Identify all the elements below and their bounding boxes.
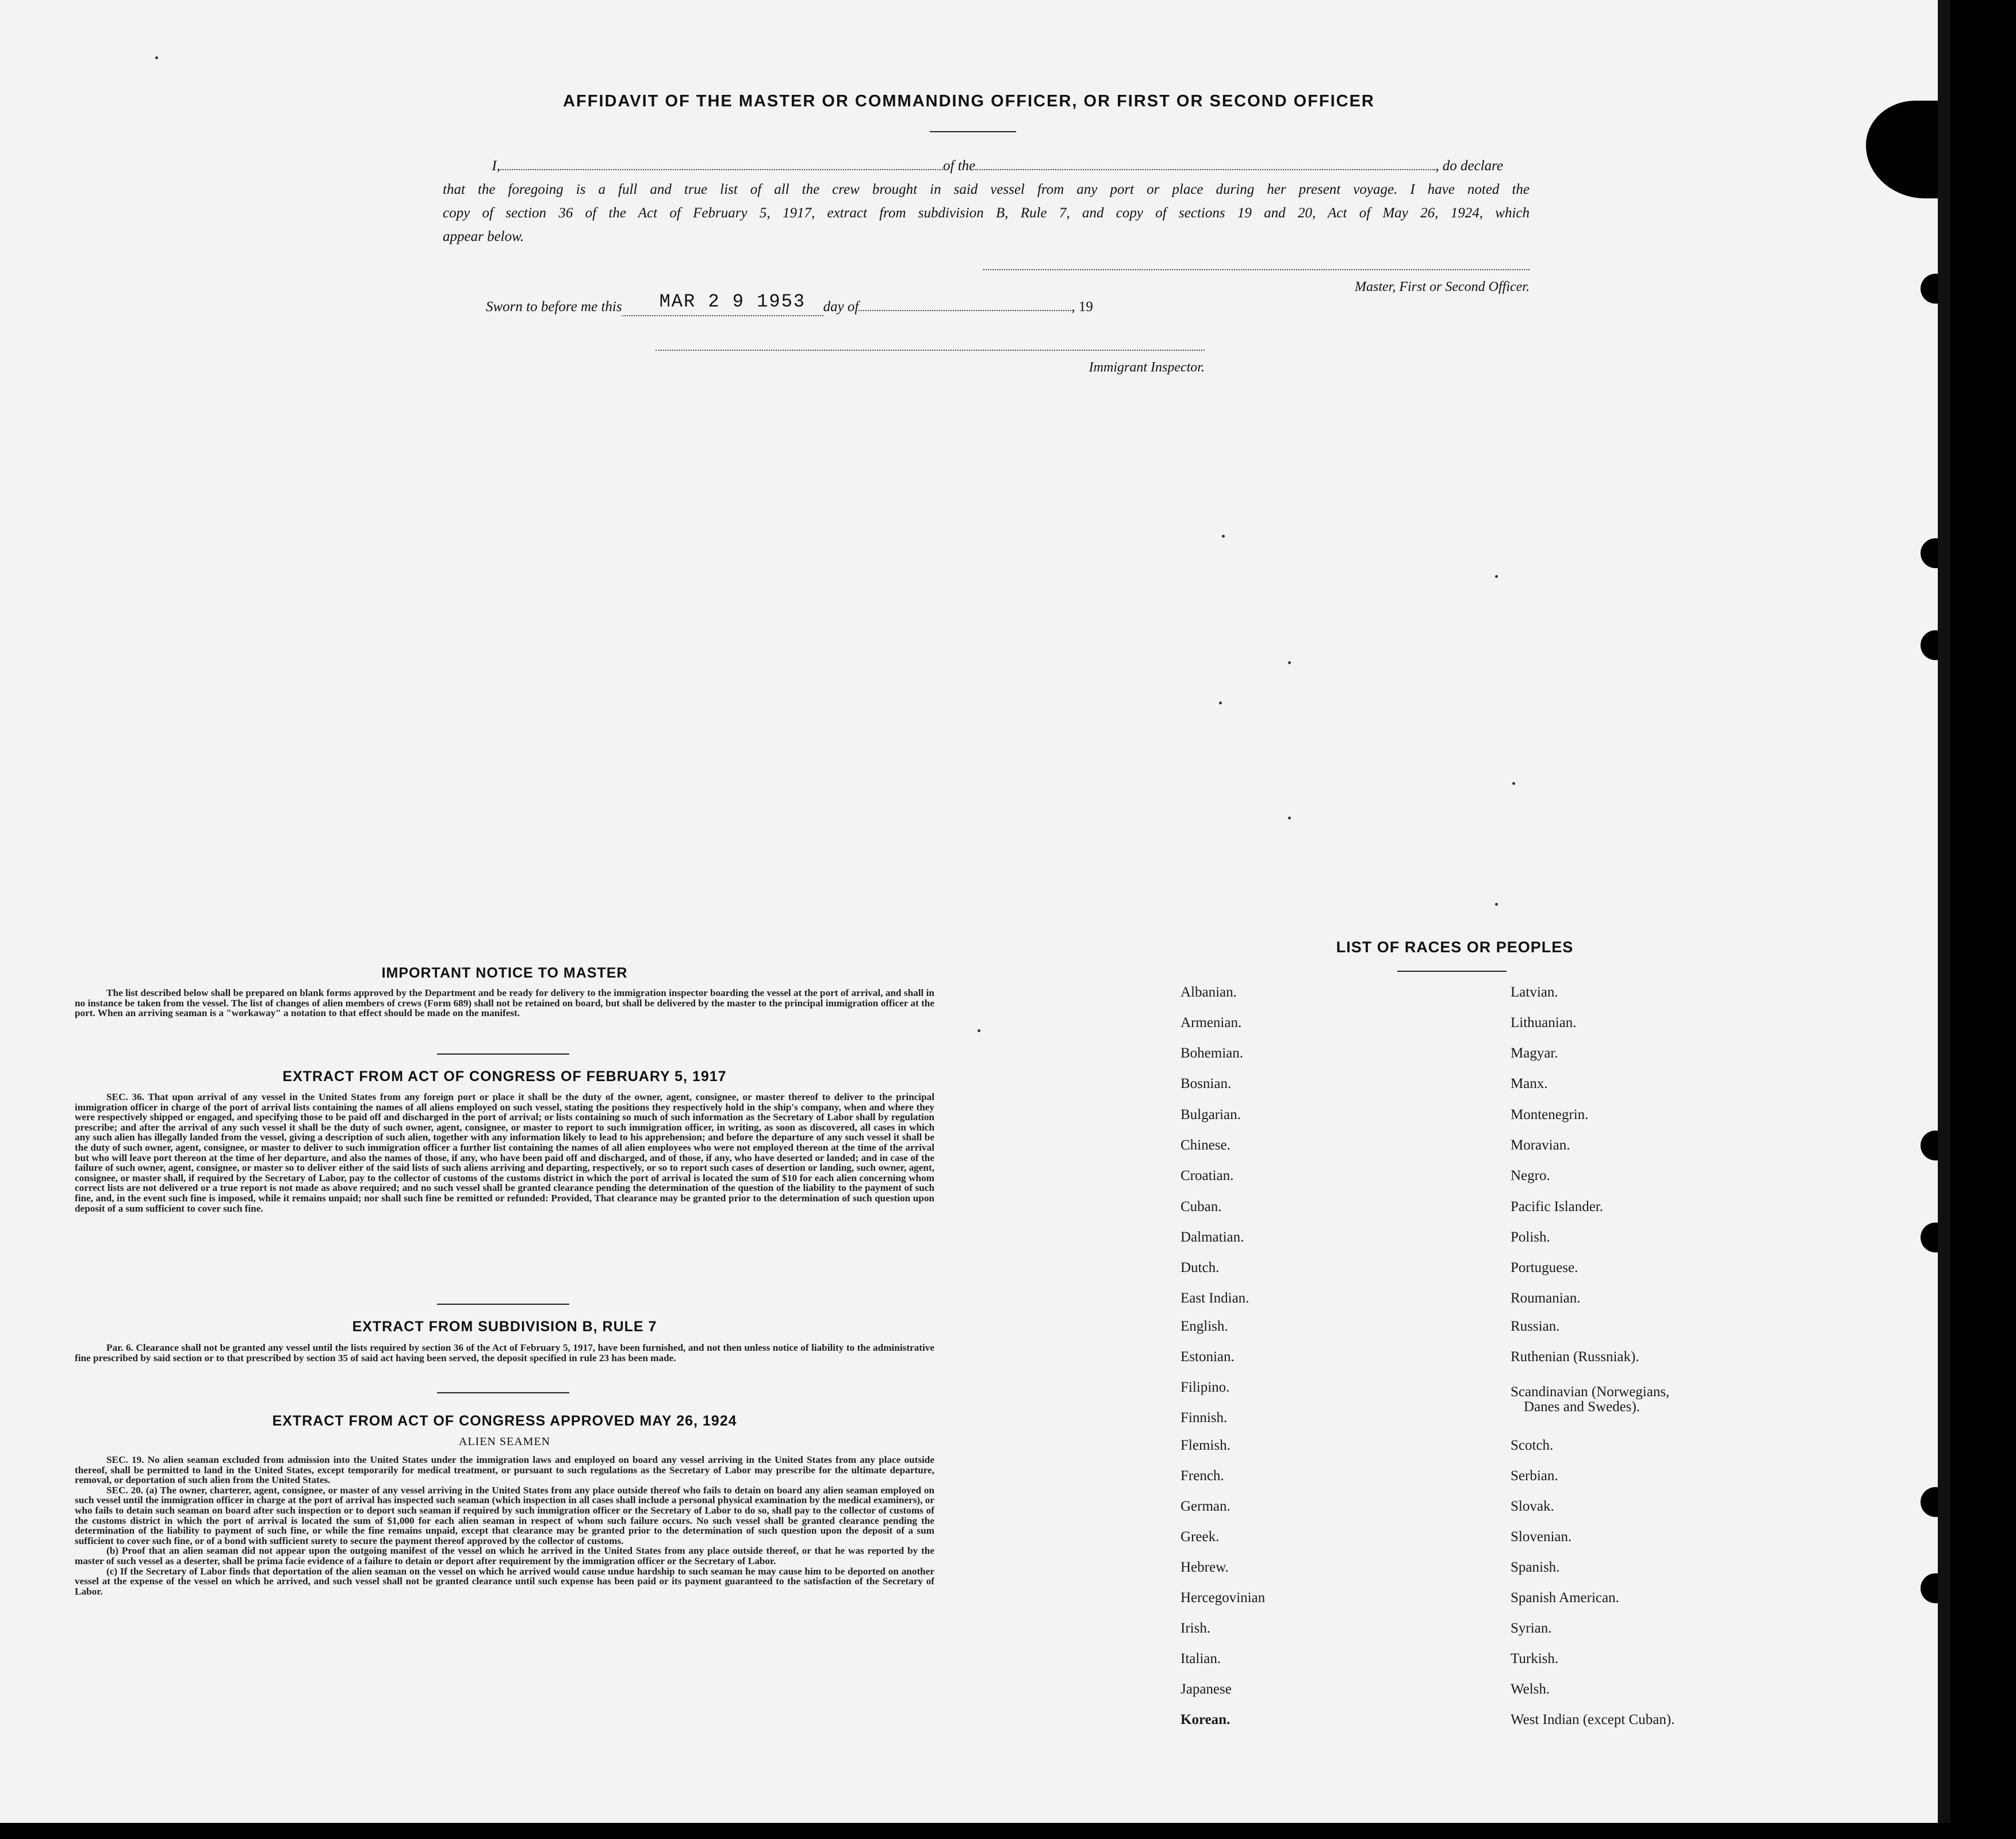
speck <box>978 1029 980 1032</box>
affidavit-line-1: that the foregoing is a full and true list of all the crew brought in said vessel from any port or place during her present voyage. I have noted the <box>443 182 1530 197</box>
race-item: Albanian. <box>1181 984 1237 1000</box>
date-blank[interactable] <box>622 291 823 316</box>
race-item: Serbian. <box>1511 1468 1558 1484</box>
punch-hole <box>1921 274 1950 304</box>
rule7-title: EXTRACT FROM SUBDIVISION B, RULE 7 <box>352 1319 657 1335</box>
race-item: East Indian. <box>1181 1290 1250 1306</box>
alien-seamen-subtitle: ALIEN SEAMEN <box>458 1435 551 1448</box>
race-item: Finnish. <box>1181 1410 1228 1426</box>
master-signature-label: Master, First or Second Officer. <box>1355 279 1530 294</box>
race-item: Irish. <box>1181 1620 1211 1636</box>
race-item: Moravian. <box>1511 1137 1570 1153</box>
race-item: Portuguese. <box>1511 1260 1578 1275</box>
race-item: Montenegrin. <box>1511 1107 1589 1122</box>
punch-hole <box>1921 1487 1950 1517</box>
divider <box>437 1053 569 1055</box>
vessel-blank[interactable] <box>975 169 1435 170</box>
race-item: Danes and Swedes). <box>1524 1399 1641 1415</box>
punch-hole <box>1921 1573 1950 1603</box>
race-item: Estonian. <box>1181 1349 1235 1365</box>
race-item: English. <box>1181 1319 1228 1334</box>
race-item: Polish. <box>1511 1229 1550 1245</box>
speck <box>1495 903 1498 906</box>
speck <box>1495 575 1498 578</box>
race-item: Spanish. <box>1511 1560 1560 1575</box>
race-item: Latvian. <box>1511 984 1558 1000</box>
race-item: Croatian. <box>1181 1168 1234 1183</box>
race-item: Greek. <box>1181 1529 1220 1545</box>
speck <box>1288 661 1291 664</box>
race-item: Pacific Islander. <box>1511 1199 1604 1214</box>
race-item: Scandinavian (Norwegians, <box>1511 1384 1670 1400</box>
divider <box>1397 971 1507 972</box>
speck <box>1512 782 1515 785</box>
affidavit-do-declare: , do declare <box>1435 158 1504 174</box>
day-of: day of <box>823 299 859 315</box>
race-item: Roumanian. <box>1511 1290 1581 1306</box>
name-blank[interactable] <box>500 169 943 170</box>
affidavit-of-the: of the <box>943 158 976 174</box>
punch-hole <box>1921 538 1950 568</box>
race-item: Bosnian. <box>1181 1076 1232 1091</box>
race-item: Hercegovinian <box>1181 1590 1266 1606</box>
race-item: Filipino. <box>1181 1380 1230 1395</box>
race-item: Japanese <box>1181 1681 1232 1697</box>
race-item: Armenian. <box>1181 1015 1242 1030</box>
race-item: French. <box>1181 1468 1224 1484</box>
affidavit-line-3: appear below. <box>443 229 524 244</box>
race-item: Flemish. <box>1181 1438 1231 1453</box>
race-item: Chinese. <box>1181 1137 1231 1153</box>
torn-corner <box>1866 101 1950 198</box>
race-item: Ruthenian (Russniak). <box>1511 1349 1639 1365</box>
affidavit-title: AFFIDAVIT OF THE MASTER OR COMMANDING OFFICER, OR FIRST OR SECOND OFFICER <box>563 92 1375 110</box>
races-title: LIST OF RACES OR PEOPLES <box>1336 938 1574 956</box>
race-item: Welsh. <box>1511 1681 1550 1697</box>
race-item: Slovak. <box>1511 1499 1554 1514</box>
month-blank[interactable] <box>858 310 1071 311</box>
speck <box>1222 535 1225 538</box>
race-item: Manx. <box>1511 1076 1548 1091</box>
inspector-signature-line[interactable] <box>656 350 1205 351</box>
race-item: Scotch. <box>1511 1438 1554 1453</box>
race-item: Cuban. <box>1181 1199 1222 1214</box>
notice-text: The list described below shall be prepared on blank forms approved by the Department and be ready for delivery to the immigration inspector boarding the vessel at the port of arrival, and shall in no instance be taken from the vessel. The list of changes of alien members of crews (Form 689) shall not be retained on board, but shall be delivered by the master to the principal immigration officer at the port. When an arriving seaman is a "workaway" a notation to that effect should be made on the manifest. <box>75 987 934 1019</box>
race-item: Syrian. <box>1511 1620 1552 1636</box>
stamped-date: MAR 2 9 1953 <box>659 291 806 312</box>
race-item: Italian. <box>1181 1651 1221 1666</box>
sec19-text: SEC. 19. No alien seaman excluded from admission into the United States under the immigration laws and employed on board any vessel arriving in the United States from any place outside thereof, shall be permitted to land in the United States, except temporarily for medical treatment, or pursuant to such regulations as the Secretary of Labor may prescribe for the ultimate departure, removal, or deportation of such alien from the United States. <box>75 1454 934 1486</box>
race-item: Spanish American. <box>1511 1590 1619 1606</box>
year-prefix: , 19 <box>1071 299 1093 315</box>
punch-hole <box>1921 630 1950 660</box>
affidavit-i: I, <box>492 158 500 174</box>
divider <box>930 131 1016 132</box>
race-item: Russian. <box>1511 1319 1560 1334</box>
sec20c-text: (c) If the Secretary of Labor finds that deportation of the alien seaman on the vessel on which he arrived would cause undue hardship to such seaman he may cause him to be deported on another vessel at the expense of the vessel on which he arrived, and such vessel shall not be granted clearance until such expense has been paid or its payment guaranteed to the satisfaction of the Secretary of Labor. <box>75 1565 934 1597</box>
race-item: Korean. <box>1181 1712 1231 1727</box>
extract-1924-title: EXTRACT FROM ACT OF CONGRESS APPROVED MAY 26, 1924 <box>272 1413 737 1429</box>
speck <box>1288 817 1291 819</box>
rule7-text: Par. 6. Clearance shall not be granted any vessel until the lists required by section 36 of the Act of February 5, 1917, have been furnished, and not then unless notice of liability to the administrative fine prescribed by said section or to that prescribed by section 35 of said act having been served, the deposit specified in rule 23 has been made. <box>75 1342 934 1363</box>
divider <box>437 1392 569 1393</box>
speck <box>155 56 158 59</box>
race-item: West Indian (except Cuban). <box>1511 1712 1675 1727</box>
sworn-line <box>486 291 1093 316</box>
notice-title: IMPORTANT NOTICE TO MASTER <box>381 965 628 981</box>
affidavit-line-2: copy of section 36 of the Act of February 5, 1917, extract from subdivision B, Rule 7, and copy of sections 19 and 20, Act of May 26, 1924, which <box>443 205 1530 221</box>
speck <box>1219 702 1222 704</box>
sworn-text: Sworn to before me this <box>486 299 622 315</box>
race-item: Slovenian. <box>1511 1529 1572 1545</box>
sec20b-text: (b) Proof that an alien seaman did not appear upon the outgoing manifest of the vessel on which he arrived in the United States from any place outside thereof, or that he was reported by the master of such vessel as a deserter, shall be prima facie evidence of a failure to detain or deport after requirement by the immigration officer or the Secretary of Labor. <box>75 1545 934 1566</box>
race-item: Bohemian. <box>1181 1045 1244 1061</box>
affidavit-statement <box>443 154 1530 248</box>
race-item: German. <box>1181 1499 1231 1514</box>
extract-1917-title: EXTRACT FROM ACT OF CONGRESS OF FEBRUARY 5, 1917 <box>282 1068 727 1085</box>
divider <box>437 1304 569 1305</box>
race-item: Bulgarian. <box>1181 1107 1241 1122</box>
race-item: Turkish. <box>1511 1651 1559 1666</box>
race-item: Hebrew. <box>1181 1560 1229 1575</box>
extract-1924-body <box>75 1455 934 1596</box>
race-item: Negro. <box>1511 1168 1550 1183</box>
sec20a-text: SEC. 20. (a) The owner, charterer, agent, consignee, or master of any vessel arriving in the United States from any place outside thereof who fails to detain on board any alien seaman employed on such vessel until the immigration officer in charge at the port of arrival has inspected such seaman (which inspection in all cases shall include a personal physical examination by the medical examiners), or who fails to detain such seaman on board after such inspection or to deport such seaman if required by such immigration officer or the Secretary of Labor to do so, shall pay to the collector of customs of the customs district in which the port of arrival is located the sum of $1,000 for each alien seaman in respect of whom such failure occurs. No such vessel shall be granted clearance pending the determination of the liability to payment of such fine, or while the fine remains unpaid, except that clearance may be granted prior to the determination of such question upon the deposit of a sum sufficient to cover such fine, or of a bond with sufficient surety to secure the payment thereof approved by the collector of customs. <box>75 1484 934 1546</box>
punch-hole <box>1921 1223 1950 1252</box>
punch-hole <box>1921 1131 1950 1160</box>
race-item: Dutch. <box>1181 1260 1220 1275</box>
extract-1917-text: SEC. 36. That upon arrival of any vessel in the United States from any foreign port or place it shall be the duty of the owner, agent, consignee, or master thereof to deliver to the principal immigration officer in charge of the port of arrival lists containing the names of all aliens employed on such vessel, stating the positions they respectively hold in the ship's company, when and where they were respectively shipped or engaged, and specifying those to be paid off and discharged in the port of arrival; or lists containing so much of such information as the Secretary of Labor shall by regulation prescribe; and after the arrival of any such vessel it shall be the duty of such owner, agent, consignee, or master to report to such immigration officer, in writing, as soon as discovered, all cases in which any such alien has illegally landed from the vessel, giving a description of such alien, together with any information likely to lead to his apprehension; and before the departure of any such vessel it shall be the duty of such owner, agent, consignee, or master to deliver to such immigration officer a further list containing the names of all alien employees who were not employed thereon at the time of the arrival but who will leave port thereon at the time of her departure, and also the names of those, if any, who have been paid off and discharged, and of those, if any, who have deserted or landed; and in case of the failure of such owner, agent, consignee, or master so to deliver either of the said lists of such aliens arriving and departing, respectively, or so to report such cases of desertion or landing, such owner, agent, consignee, or master shall, if required by the Secretary of Labor, pay to the collector of customs of the customs district in which the port of arrival is located the sum of $10 for each alien concerning whom correct lists are not delivered or a true report is not made as above required; and no such vessel shall be granted clearance pending the determination of the question of the liability to the payment of such fine, and, in the event such fine is imposed, while it remains unpaid; nor shall such fine be remitted or refunded: Provided, That clearance may be granted prior to the determination of such question upon deposit of a sum sufficient to cover such fine. <box>75 1091 934 1214</box>
race-item: Dalmatian. <box>1181 1229 1244 1245</box>
master-signature-line[interactable] <box>983 269 1530 270</box>
race-item: Magyar. <box>1511 1045 1558 1061</box>
inspector-label: Immigrant Inspector. <box>1089 360 1205 375</box>
race-item: Lithuanian. <box>1511 1015 1577 1030</box>
